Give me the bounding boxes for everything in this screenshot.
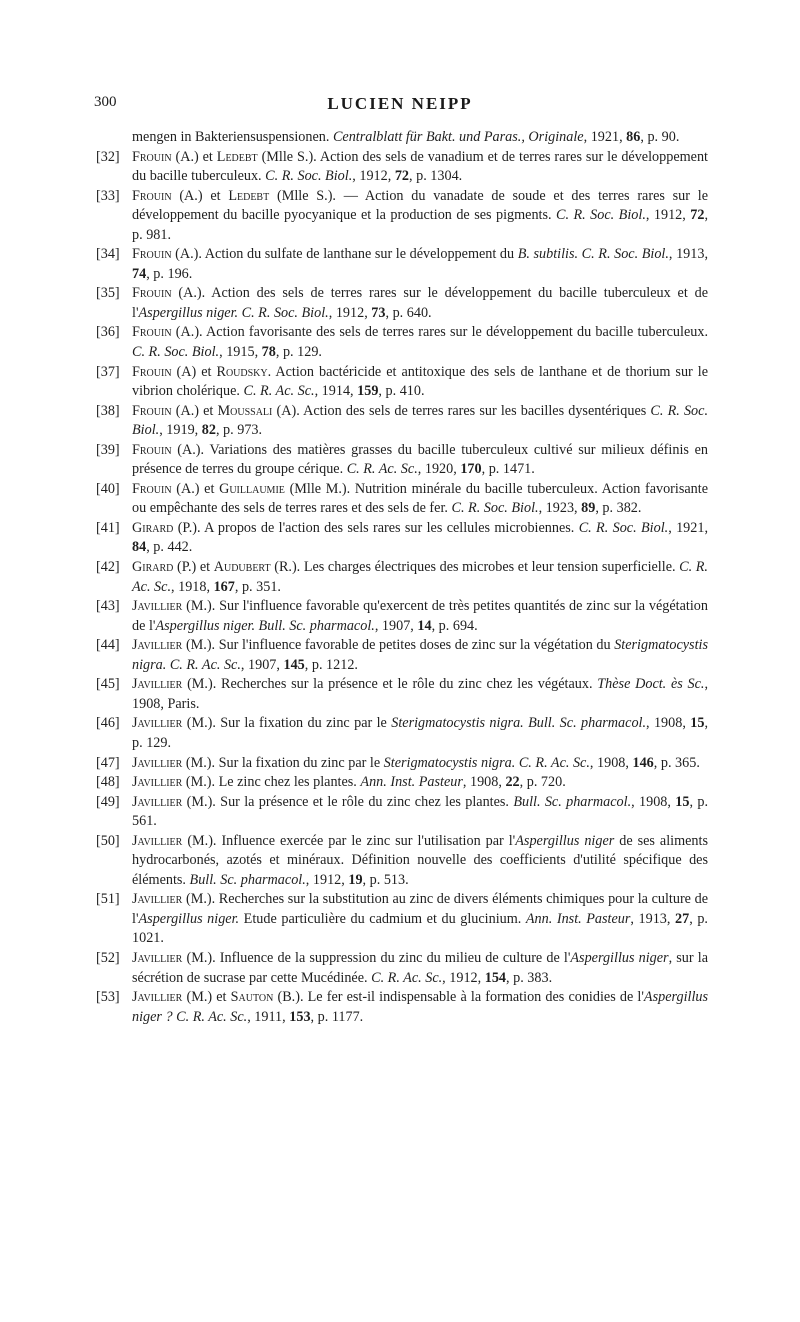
ref-text: (P.). A propos de l'action des sels rares sur les cellules microbiennes. (173, 519, 579, 536)
ref-text: , p. 90. (640, 129, 680, 145)
italic-text: C. R. Soc. Biol. (451, 500, 539, 517)
ref-text: mengen in Bakteriensuspensionen. (132, 129, 333, 145)
ref-text: , 1912, (442, 969, 485, 986)
ref-text: (A.). Action des sels de terres rares sur le développement du bacille tuberculeux et de l' (132, 285, 708, 321)
reference-entry (96, 773, 708, 793)
ref-text: , p. 513. (362, 871, 409, 888)
reference-list (96, 128, 708, 1027)
running-title: LUCIEN NEIPP (327, 94, 473, 113)
italic-text: C. R. Ac. Sc. (371, 969, 443, 986)
ref-text: , p. 383. (506, 969, 553, 986)
reference-entry (96, 441, 708, 480)
ref-text: , p. 1304. (409, 168, 463, 185)
volume-number: 170 (460, 461, 482, 478)
italic-text: Ann. Inst. Pasteur (360, 774, 463, 791)
ref-text: , 1908, (462, 774, 506, 791)
reference-entry (96, 519, 708, 558)
italic-text: Bull. Sc. pharmacol. (189, 871, 306, 888)
page-number: 300 (94, 94, 117, 110)
ref-text: , p. 1471. (481, 461, 535, 478)
ref-text: , 1912, (645, 207, 691, 224)
author-name: Guillaumie (219, 480, 285, 497)
ref-text: , 1907, (240, 656, 284, 673)
ref-text: , p. 410. (378, 383, 425, 400)
ref-text: , p. 694. (431, 617, 478, 634)
reference-entry (96, 675, 708, 714)
author-name: Javillier (132, 774, 183, 791)
italic-text: Aspergillus niger (570, 949, 669, 966)
ref-text: (M.). Influence de la suppression du zinc du milieu de culture de l' (182, 949, 571, 966)
volume-number: 72 (394, 168, 409, 185)
author-name: Javillier (132, 832, 183, 849)
italic-text: Sterigmatocystis nigra. C. R. Ac. Sc. (132, 637, 708, 673)
reference-number: [38] (96, 402, 120, 419)
volume-number: 72 (690, 207, 705, 224)
ref-text: , 1912, (305, 871, 349, 888)
author-name: Javillier (132, 793, 183, 810)
italic-text: Ann. Inst. Pasteur (525, 910, 631, 927)
ref-text: , p. 129. (132, 715, 709, 751)
author-name: Frouin (132, 363, 172, 380)
italic-text: B. subtilis. C. R. Soc. Biol. (517, 246, 669, 263)
volume-number: 167 (213, 578, 235, 595)
ref-text: , 1921, (583, 129, 627, 145)
reference-entry (96, 597, 708, 636)
reference-entry (96, 187, 708, 246)
author-name: Javillier (132, 949, 183, 966)
author-name: Javillier (132, 637, 183, 654)
author-name: Moussali (217, 402, 273, 419)
italic-text: Thèse Doct. ès Sc. (597, 676, 705, 693)
ref-text: , 1912, (328, 304, 372, 321)
italic-text: Aspergillus niger. (138, 910, 240, 927)
author-name: Frouin (132, 324, 172, 341)
italic-text: C. R. Soc. Biol. (132, 402, 708, 439)
ref-text: , sur la sécrétion de sucrase par cette Mucédinée. (132, 949, 708, 986)
italic-text: Aspergillus niger. C. R. Soc. Biol. (138, 304, 329, 321)
ref-text: (M.). Influence exercée par le zinc sur l'utilisation par l' (182, 832, 516, 849)
ref-text: (Mlle S.). Action des sels de vanadium et de terres rares sur le développement du bacille tuberculeux. (132, 148, 708, 185)
volume-number: 84 (132, 539, 147, 556)
reference-number: [53] (96, 989, 120, 1006)
ref-text: , 1908, (631, 793, 676, 810)
volume-number: 14 (417, 617, 432, 634)
reference-number: [51] (96, 891, 120, 908)
volume-number: 19 (348, 871, 363, 888)
volume-number: 15 (690, 715, 705, 732)
italic-text: Sterigmatocystis nigra. C. R. Ac. Sc. (383, 754, 590, 771)
ref-text: , 1908, Paris. (132, 676, 709, 712)
reference-entry (96, 363, 708, 402)
reference-number: [41] (96, 519, 120, 536)
ref-text: , 1921, (668, 519, 708, 536)
italic-text: Aspergillus niger. Bull. Sc. pharmacol. (155, 617, 375, 634)
reference-number: [39] (96, 441, 120, 458)
volume-number: 145 (283, 656, 305, 673)
author-name: Roudsky (216, 363, 268, 380)
reference-number: [47] (96, 754, 120, 771)
ref-text: (A.) et (171, 187, 229, 204)
author-name: Sauton (230, 989, 274, 1006)
ref-text: (A) et (171, 363, 217, 380)
author-name: Javillier (132, 598, 183, 615)
ref-text: (M.). Sur la présence et le rôle du zinc chez les plantes. (182, 793, 514, 810)
reference-number: [45] (96, 676, 120, 693)
ref-text: , p. 1021. (132, 910, 708, 947)
ref-text: (B.). Le fer est-il indispensable à la formation des conidies de l' (273, 989, 644, 1006)
reference-number: [46] (96, 715, 120, 732)
ref-text: (M.). Sur la fixation du zinc par le (182, 754, 384, 771)
italic-text: Bull. Sc. pharmacol. (513, 793, 632, 810)
ref-text: (Mlle M.). Nutrition minérale du bacille tuberculeux. Action favorisante ou empêchante des sels de terres rares et des sels de fer. (132, 480, 708, 517)
ref-text: (M.) et (182, 989, 231, 1006)
ref-text: , p. 196. (146, 265, 193, 282)
italic-text: C. R. Ac. Sc. (132, 559, 708, 595)
ref-text: (M.). Recherches sur la présence et le rôle du zinc chez les végétaux. (182, 676, 598, 693)
ref-text: (M.). Sur l'influence favorable qu'exercent de très petites quantités de zinc sur la végétation de l' (132, 598, 708, 634)
reference-number: [52] (96, 949, 120, 966)
ref-text: , p. 382. (595, 500, 642, 517)
reference-entry (96, 284, 708, 323)
ref-text: , p. 351. (234, 578, 281, 595)
ref-text: , p. 129. (275, 344, 322, 361)
ref-text: (P.) et (173, 559, 214, 576)
ref-text: , p. 442. (146, 539, 193, 556)
ref-text: (A.). Action favorisante des sels de terres rares sur le développement du bacille tuberculeux. (171, 324, 708, 341)
italic-text: C. R. Soc. Biol. (265, 168, 353, 185)
volume-number: 74 (132, 265, 147, 282)
author-name: Frouin (132, 480, 172, 497)
ref-text: , 1915, (219, 344, 262, 361)
author-name: Frouin (132, 148, 172, 165)
ref-text: , 1907, (374, 617, 418, 634)
volume-number: 159 (357, 383, 379, 400)
reference-entry (96, 793, 708, 832)
italic-text: Aspergillus niger (515, 832, 615, 849)
volume-number: 22 (505, 774, 520, 791)
ref-text: (Mlle S.). — Action du vanadate de soude et des terres rares sur le développement du bacille pyocyanique et la production de ses pigments. (132, 187, 708, 224)
reference-entry (96, 714, 708, 753)
ref-text: , p. 1212. (304, 656, 358, 673)
reference-entry (96, 128, 708, 148)
ref-text: Etude particulière du cadmium et du glucinium. (239, 910, 526, 927)
italic-text: Sterigmatocystis nigra. Bull. Sc. pharmacol. (391, 715, 647, 732)
ref-text: , p. 720. (519, 774, 566, 791)
reference-entry (96, 323, 708, 362)
reference-entry (96, 949, 708, 988)
volume-number: 86 (626, 129, 641, 145)
page-header (94, 94, 706, 116)
reference-number: [50] (96, 832, 120, 849)
ref-text: , 1913, (668, 246, 708, 263)
ref-text: (M.). Sur la fixation du zinc par le (182, 715, 392, 732)
italic-text: C. R. Ac. Sc. (243, 383, 315, 400)
author-name: Javillier (132, 754, 183, 771)
ref-text: (A.) et (171, 148, 217, 165)
ref-text: , p. 561. (132, 793, 709, 830)
ref-text: , 1908, (646, 715, 691, 732)
reference-number: [44] (96, 637, 120, 654)
author-name: Frouin (132, 246, 172, 263)
reference-number: [37] (96, 363, 120, 380)
reference-number: [42] (96, 559, 120, 576)
reference-entry (96, 832, 708, 891)
author-name: Frouin (132, 402, 172, 419)
reference-number: [36] (96, 324, 120, 341)
reference-number: [40] (96, 480, 120, 497)
italic-text: C. R. Soc. Biol. (556, 207, 646, 224)
reference-entry (96, 402, 708, 441)
reference-number: [33] (96, 187, 120, 204)
ref-text: , p. 365. (653, 754, 700, 771)
volume-number: 82 (201, 422, 216, 439)
volume-number: 73 (371, 304, 386, 321)
volume-number: 153 (289, 1008, 311, 1025)
author-name: Frouin (132, 187, 172, 204)
reference-entry (96, 558, 708, 597)
reference-entry (96, 148, 708, 187)
author-name: Audubert (213, 559, 271, 576)
italic-text: Centralblatt für Bakt. und Paras., Originale (332, 129, 584, 145)
author-name: Javillier (132, 989, 183, 1006)
reference-entry (96, 245, 708, 284)
volume-number: 27 (675, 910, 690, 927)
ref-text: , p. 1177. (310, 1008, 364, 1025)
ref-text: , 1920, (417, 461, 461, 478)
reference-entry (96, 754, 708, 774)
volume-number: 154 (484, 969, 507, 986)
ref-text: (R.). Les charges électriques des microbes et leur tension superficielle. (270, 559, 680, 576)
author-name: Girard (132, 559, 174, 576)
volume-number: 89 (581, 500, 596, 517)
reference-entry (96, 988, 708, 1027)
author-name: Javillier (132, 891, 183, 908)
author-name: Girard (132, 519, 174, 536)
reference-number: [49] (96, 793, 120, 810)
reference-entry (96, 890, 708, 949)
reference-number: [34] (96, 246, 120, 263)
ref-text: , p. 640. (385, 304, 432, 321)
author-name: Frouin (132, 285, 172, 302)
author-name: Frouin (132, 441, 172, 458)
ref-text: (A.). Action du sulfate de lanthane sur le développement du (171, 246, 518, 263)
reference-entry (96, 480, 708, 519)
author-name: Javillier (132, 715, 183, 732)
ref-text: , 1923, (538, 500, 582, 517)
ref-text: . Action bactéricide et antitoxique des sels de lanthane et de thorium sur le vibrion cholérique. (132, 363, 708, 400)
italic-text: C. R. Soc. Biol. (132, 344, 220, 361)
ref-text: de ses aliments hydrocarbonés, azotés et minéraux. Définition nouvelle des coefficients d'utilité spécifique des éléments. (132, 832, 708, 888)
italic-text: C. R. Ac. Sc. (346, 461, 418, 478)
author-name: Javillier (132, 676, 183, 693)
ref-text: (M.). Recherches sur la substitution au zinc de divers éléments chimiques pour la culture de l' (132, 891, 708, 927)
volume-number: 78 (261, 344, 276, 361)
reference-number: [43] (96, 598, 120, 615)
volume-number: 146 (632, 754, 654, 771)
reference-entry (96, 636, 708, 675)
ref-text: (M.). Le zinc chez les plantes. (182, 774, 361, 791)
ref-text: (A.) et (171, 480, 220, 497)
ref-text: , 1914, (314, 383, 358, 400)
ref-text: (A.) et (171, 402, 218, 419)
ref-text: , 1912, (352, 168, 395, 185)
ref-text: , 1918, (171, 578, 214, 595)
ref-text: (A). Action des sels de terres rares sur les bacilles dysentériques (272, 402, 651, 419)
reference-number: [48] (96, 774, 120, 791)
ref-text: (A.). Variations des matières grasses du bacille tuberculeux cultivé sur milieux définis en présence de terres du groupe cérique. (132, 441, 708, 478)
italic-text: Aspergillus niger ? C. R. Ac. Sc. (132, 989, 709, 1025)
ref-text: , p. 973. (215, 422, 263, 439)
ref-text: , 1908, (589, 754, 633, 771)
italic-text: C. R. Soc. Biol. (578, 519, 669, 536)
ref-text: , 1919, (159, 422, 202, 439)
ref-text: (M.). Sur l'influence favorable de petites doses de zinc sur la végétation du (182, 637, 615, 654)
ref-text: , 1911, (247, 1008, 290, 1025)
author-name: Ledebt (228, 187, 270, 204)
author-name: Ledebt (216, 148, 258, 165)
ref-text: , 1913, (630, 910, 676, 927)
reference-number: [32] (96, 148, 120, 165)
reference-number: [35] (96, 285, 120, 302)
volume-number: 15 (675, 793, 690, 810)
ref-text: , p. 981. (132, 207, 709, 243)
